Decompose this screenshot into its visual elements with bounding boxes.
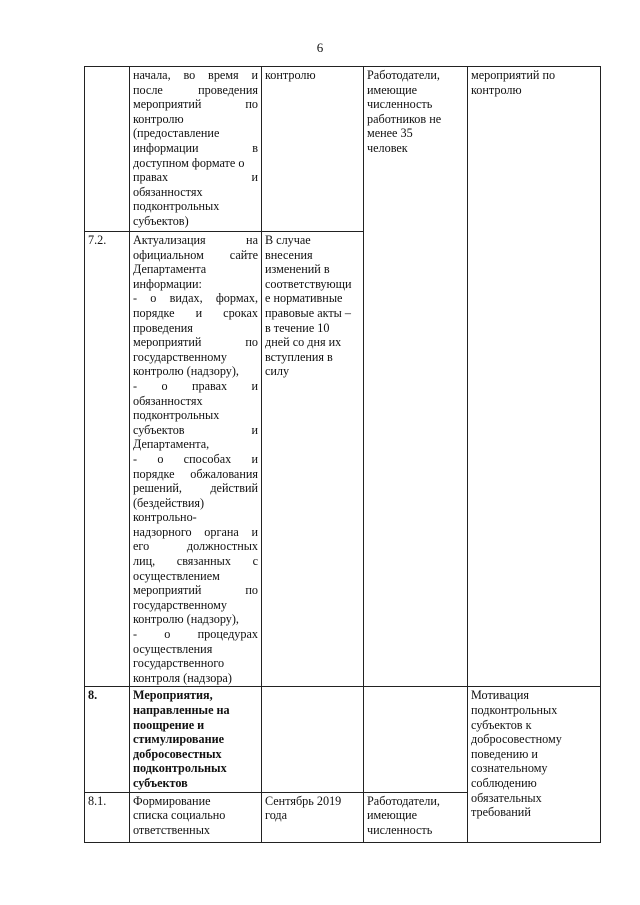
result-cell — [468, 687, 601, 842]
row-number-cell: 8.1. — [85, 792, 130, 842]
participants-line: Работодатели, — [367, 793, 440, 808]
row-number-cell: 8. — [85, 687, 130, 792]
action-line: информации в — [133, 140, 258, 155]
result-line: требований — [471, 805, 531, 820]
participants-line: численность — [367, 97, 433, 112]
result-line: поведению и — [471, 746, 538, 761]
action-line: лиц, связанных с — [133, 554, 258, 569]
action-line: контролю (надзору), — [133, 364, 239, 379]
action-cell — [130, 232, 262, 687]
action-line: Актуализация на — [133, 233, 258, 247]
action-line: контролю (надзору), — [133, 612, 239, 627]
action-line: направленные на — [133, 703, 230, 717]
action-line: проведения — [133, 320, 193, 335]
action-line: поощрение и — [133, 717, 205, 732]
result-line: подконтрольных — [471, 703, 558, 717]
action-line: - о видах, формах, — [133, 291, 258, 306]
row-number-cell — [85, 67, 130, 232]
action-line: официальном сайте — [133, 247, 258, 262]
participants-line: имеющие — [367, 82, 418, 97]
action-cell — [130, 792, 262, 842]
table-row — [85, 687, 601, 792]
term-line: Сентябрь 2019 — [265, 793, 342, 808]
result-line: мероприятий по — [471, 68, 556, 82]
action-line: обязанностях — [133, 393, 203, 408]
action-line: списка социально — [133, 808, 226, 823]
action-line: его должностных — [133, 539, 258, 554]
action-line: (бездействия) — [133, 495, 205, 510]
participants-cell — [364, 67, 468, 687]
term-line: вступления в — [265, 349, 333, 364]
term-line: правовые акты – — [265, 305, 352, 320]
action-line: Формирование — [133, 793, 211, 808]
result-line: сознательному — [471, 761, 548, 776]
action-line: надзорного органа и — [133, 524, 258, 539]
action-line: мероприятий по — [133, 97, 258, 112]
action-line: осуществления — [133, 641, 213, 656]
participants-cell — [364, 792, 468, 842]
action-line: Департамента, — [133, 437, 210, 452]
participants-line: численность — [367, 822, 433, 837]
action-cell — [130, 687, 262, 792]
page-number: 6 — [316, 40, 324, 55]
participants-line: работников не — [367, 111, 442, 126]
action-line: субъектов и — [133, 422, 258, 437]
row-number-cell: 7.2. — [85, 232, 130, 687]
result-line: соблюдению — [471, 775, 537, 790]
term-line: года — [265, 808, 288, 823]
action-line: ответственных — [133, 822, 210, 837]
participants-line: человек — [367, 140, 408, 155]
action-line: контролю — [133, 111, 184, 126]
action-line: информации: — [133, 276, 202, 291]
result-line: Мотивация — [471, 688, 529, 703]
action-line: правах и — [133, 170, 258, 185]
action-line: стимулирование — [133, 732, 225, 747]
action-line: решений, действий — [133, 481, 258, 496]
term-line: е нормативные — [265, 291, 343, 306]
action-line: после проведения — [133, 82, 258, 97]
table-row — [85, 67, 601, 232]
term-line: силу — [265, 364, 290, 379]
term-line: внесения — [265, 247, 313, 262]
term-cell — [262, 232, 364, 687]
result-line: субъектов к — [471, 717, 532, 732]
action-line: - о способах и — [133, 451, 258, 466]
action-line: государственному — [133, 349, 227, 364]
term-cell — [262, 792, 364, 842]
result-line: обязательных — [471, 790, 542, 805]
action-line: контрольно- — [133, 510, 197, 525]
term-cell — [262, 687, 364, 792]
term-cell: контролю — [262, 67, 364, 232]
term-line: в течение 10 — [265, 320, 330, 335]
action-line: - о процедурах — [133, 627, 258, 642]
action-line: Мероприятия, — [133, 688, 213, 703]
result-line: добросовестному — [471, 732, 562, 747]
action-line: мероприятий по — [133, 583, 258, 598]
action-line: (предоставление — [133, 126, 220, 141]
action-line: субъектов) — [133, 213, 189, 228]
result-cell — [468, 67, 601, 687]
action-line: государственному — [133, 597, 227, 612]
action-line: подконтрольных — [133, 199, 220, 214]
action-line: Департамента — [133, 262, 207, 277]
action-line: порядке обжалования — [133, 466, 258, 481]
action-line: подконтрольных — [133, 761, 227, 776]
term-line: изменений в — [265, 262, 330, 277]
term-line: дней со дня их — [265, 335, 342, 350]
action-cell — [130, 67, 262, 232]
term-line: В случае — [265, 233, 311, 247]
plan-table — [84, 66, 601, 843]
action-line: порядке и сроках — [133, 305, 258, 320]
term-line: соответствующи — [265, 276, 352, 291]
action-line: мероприятий по — [133, 335, 258, 350]
participants-line: имеющие — [367, 808, 418, 823]
action-line: начала, во время и — [133, 68, 258, 82]
action-line: обязанностях — [133, 184, 203, 199]
result-line: контролю — [471, 82, 522, 97]
action-line: контроля (надзора) — [133, 670, 232, 685]
action-line: государственного — [133, 656, 225, 671]
participants-line: менее 35 — [367, 126, 413, 141]
action-line: осуществлением — [133, 568, 220, 583]
participants-cell — [364, 687, 468, 792]
action-line: доступном формате о — [133, 155, 245, 170]
action-line: - о правах и — [133, 378, 258, 393]
participants-line: Работодатели, — [367, 68, 440, 82]
action-line: субъектов — [133, 775, 188, 790]
action-line: подконтрольных — [133, 408, 220, 423]
action-line: добросовестных — [133, 746, 222, 761]
